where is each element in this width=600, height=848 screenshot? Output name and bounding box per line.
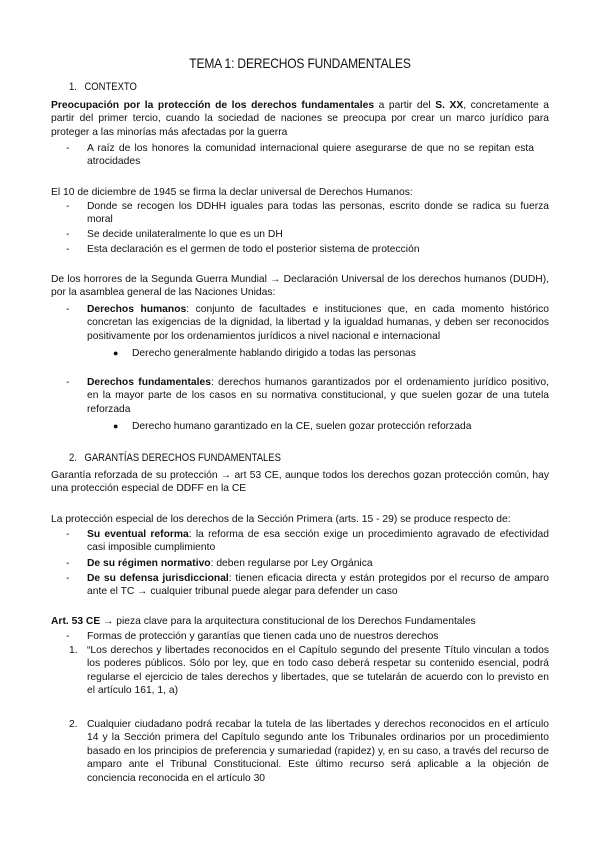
text: : tienen eficacia directa y están protegidos por el recurso de amparo ante el TC → cualquier tribunal puede alegar para defender un caso bbox=[87, 573, 549, 598]
number-marker: 2. bbox=[69, 719, 78, 730]
bold-text: Su eventual reforma bbox=[87, 529, 189, 540]
list-item-derechos-humanos bbox=[66, 303, 549, 343]
section-number: 1. bbox=[69, 81, 77, 93]
text: : la reforma de esa sección exige un procedimiento agravado de efectividad casi imposible cumplimiento bbox=[87, 529, 550, 554]
dash-marker: - bbox=[66, 529, 70, 540]
text: : conjunto de facultades e instituciones que, en cada momento histórico concretan las exigencias de la dignidad, la libertad y la igualdad humanas, y deben ser reconocidos positivamente por los ordenamientos jurídicos a nivel nacional e internacional bbox=[87, 304, 549, 342]
paragraph-art-53 bbox=[51, 615, 549, 628]
text: A raíz de los honores la comunidad internacional quiere asegurarse de que no se repitan esta atrocidades bbox=[87, 143, 534, 168]
bold-text: S. XX bbox=[435, 100, 464, 111]
section-title: CONTEXTO bbox=[84, 81, 137, 93]
dash-marker: - bbox=[66, 201, 70, 212]
paragraph-preocupacion bbox=[51, 99, 549, 139]
text: Cualquier ciudadano podrá recabar la tutela de las libertades y derechos reconocidos en el artículo 14 y la Sección primera del Capítulo segundo ante los Tribunales ordinarios por un procedimiento basado en los principios de preferencia y sumariedad (rapidez) y, en su caso, a través del recurso de amparo ante el Tribunal Constitucional. Este último recurso será aplicable a la objeción de conciencia reconocida en el artículo 30 bbox=[87, 719, 549, 784]
numbered-item-2 bbox=[69, 718, 549, 785]
dash-marker: - bbox=[66, 244, 70, 255]
section-number: 2. bbox=[69, 452, 77, 464]
list-item-defensa bbox=[66, 572, 549, 599]
dash-marker: - bbox=[66, 143, 70, 154]
text: : deben regularse por Ley Orgánica bbox=[210, 558, 373, 569]
text: “Los derechos y libertades reconocidos en el Capítulo segundo del presente Título vinculan a todos los poderes públicos. Sólo por ley, que en todo caso deberá respetar su contenido esencial, podrá regularse el ejercicio de tales derechos y libertades, que se tutelarán de acuerdo con lo previsto en el artículo 161, 1, a) bbox=[87, 645, 549, 697]
paragraph-garantia-reforzada: Garantía reforzada de su protección → art 53 CE, aunque todos los derechos gozan protección común, hay una protección especial de DDFF en la CE bbox=[51, 470, 549, 495]
list-item bbox=[66, 142, 534, 169]
paragraph-proteccion-especial: La protección especial de los derechos de la Sección Primera (arts. 15 - 29) se produce respecto de: bbox=[51, 514, 511, 525]
bold-text: Art. 53 CE bbox=[51, 616, 101, 627]
text: : derechos humanos garantizados por el ordenamiento jurídico positivo, en la mayor parte de los casos en su normativa constitucional, y que suelen gozar de una tutela reforzada bbox=[87, 377, 549, 415]
text: Se decide unilateralmente lo que es un DH bbox=[87, 229, 283, 240]
text: a partir del bbox=[374, 100, 436, 111]
bold-text: De su régimen normativo bbox=[87, 558, 211, 569]
bullet-item bbox=[113, 420, 549, 433]
bold-text: Preocupación por la protección de los derechos fundamentales bbox=[51, 100, 375, 111]
dash-marker: - bbox=[66, 558, 70, 569]
text: Derecho humano garantizado en la CE, suelen gozar protección reforzada bbox=[132, 421, 472, 432]
list-item bbox=[66, 630, 549, 643]
text: , concretamente a partir del primer tercio, cuando la sociedad de naciones se preocupa por crear un marco jurídico para proteger a las minorías más afectadas por la guerra bbox=[51, 100, 550, 138]
text: Esta declaración es el germen de todo el posterior sistema de protección bbox=[87, 244, 420, 255]
paragraph-horrores: De los horrores de la Segunda Guerra Mundial → Declaración Universal de los derechos humanos (DUDH), por la asamblea general de las Naciones Unidas: bbox=[51, 274, 549, 299]
paragraph-declaracion: El 10 de diciembre de 1945 se firma la declar universal de Derechos Humanos: bbox=[51, 187, 413, 198]
list-item bbox=[66, 228, 549, 241]
list-item bbox=[66, 243, 549, 256]
list-item bbox=[66, 200, 549, 227]
section-title: GARANTÍAS DERECHOS FUNDAMENTALES bbox=[84, 452, 281, 464]
dash-marker: - bbox=[66, 304, 70, 315]
number-marker: 1. bbox=[69, 645, 78, 656]
section-heading-garantias bbox=[69, 451, 281, 465]
bold-text: Derechos humanos bbox=[87, 304, 187, 315]
document-title: TEMA 1: DERECHOS FUNDAMENTALES bbox=[189, 55, 411, 71]
list-item-regimen bbox=[66, 557, 549, 570]
text: → pieza clave para la arquitectura constitucional de los Derechos Fundamentales bbox=[100, 616, 476, 627]
dash-marker: - bbox=[66, 229, 70, 240]
section-heading-contexto bbox=[69, 80, 137, 94]
numbered-item-1 bbox=[69, 644, 549, 698]
bold-text: De su defensa jurisdiccional bbox=[87, 573, 229, 584]
bullet-marker: ● bbox=[113, 348, 119, 358]
list-item-derechos-fundamentales bbox=[66, 376, 549, 416]
dash-marker: - bbox=[66, 631, 70, 642]
dash-marker: - bbox=[66, 573, 70, 584]
bullet-item bbox=[113, 347, 549, 360]
bullet-marker: ● bbox=[113, 421, 119, 431]
text: Donde se recogen los DDHH iguales para todas las personas, escrito donde se radica su fuerza moral bbox=[87, 201, 549, 226]
bold-text: Derechos fundamentales bbox=[87, 377, 211, 388]
text: Derecho generalmente hablando dirigido a todas las personas bbox=[132, 348, 416, 359]
dash-marker: - bbox=[66, 377, 70, 388]
text: Formas de protección y garantías que tienen cada uno de nuestros derechos bbox=[87, 631, 439, 642]
list-item-reforma bbox=[66, 528, 550, 555]
